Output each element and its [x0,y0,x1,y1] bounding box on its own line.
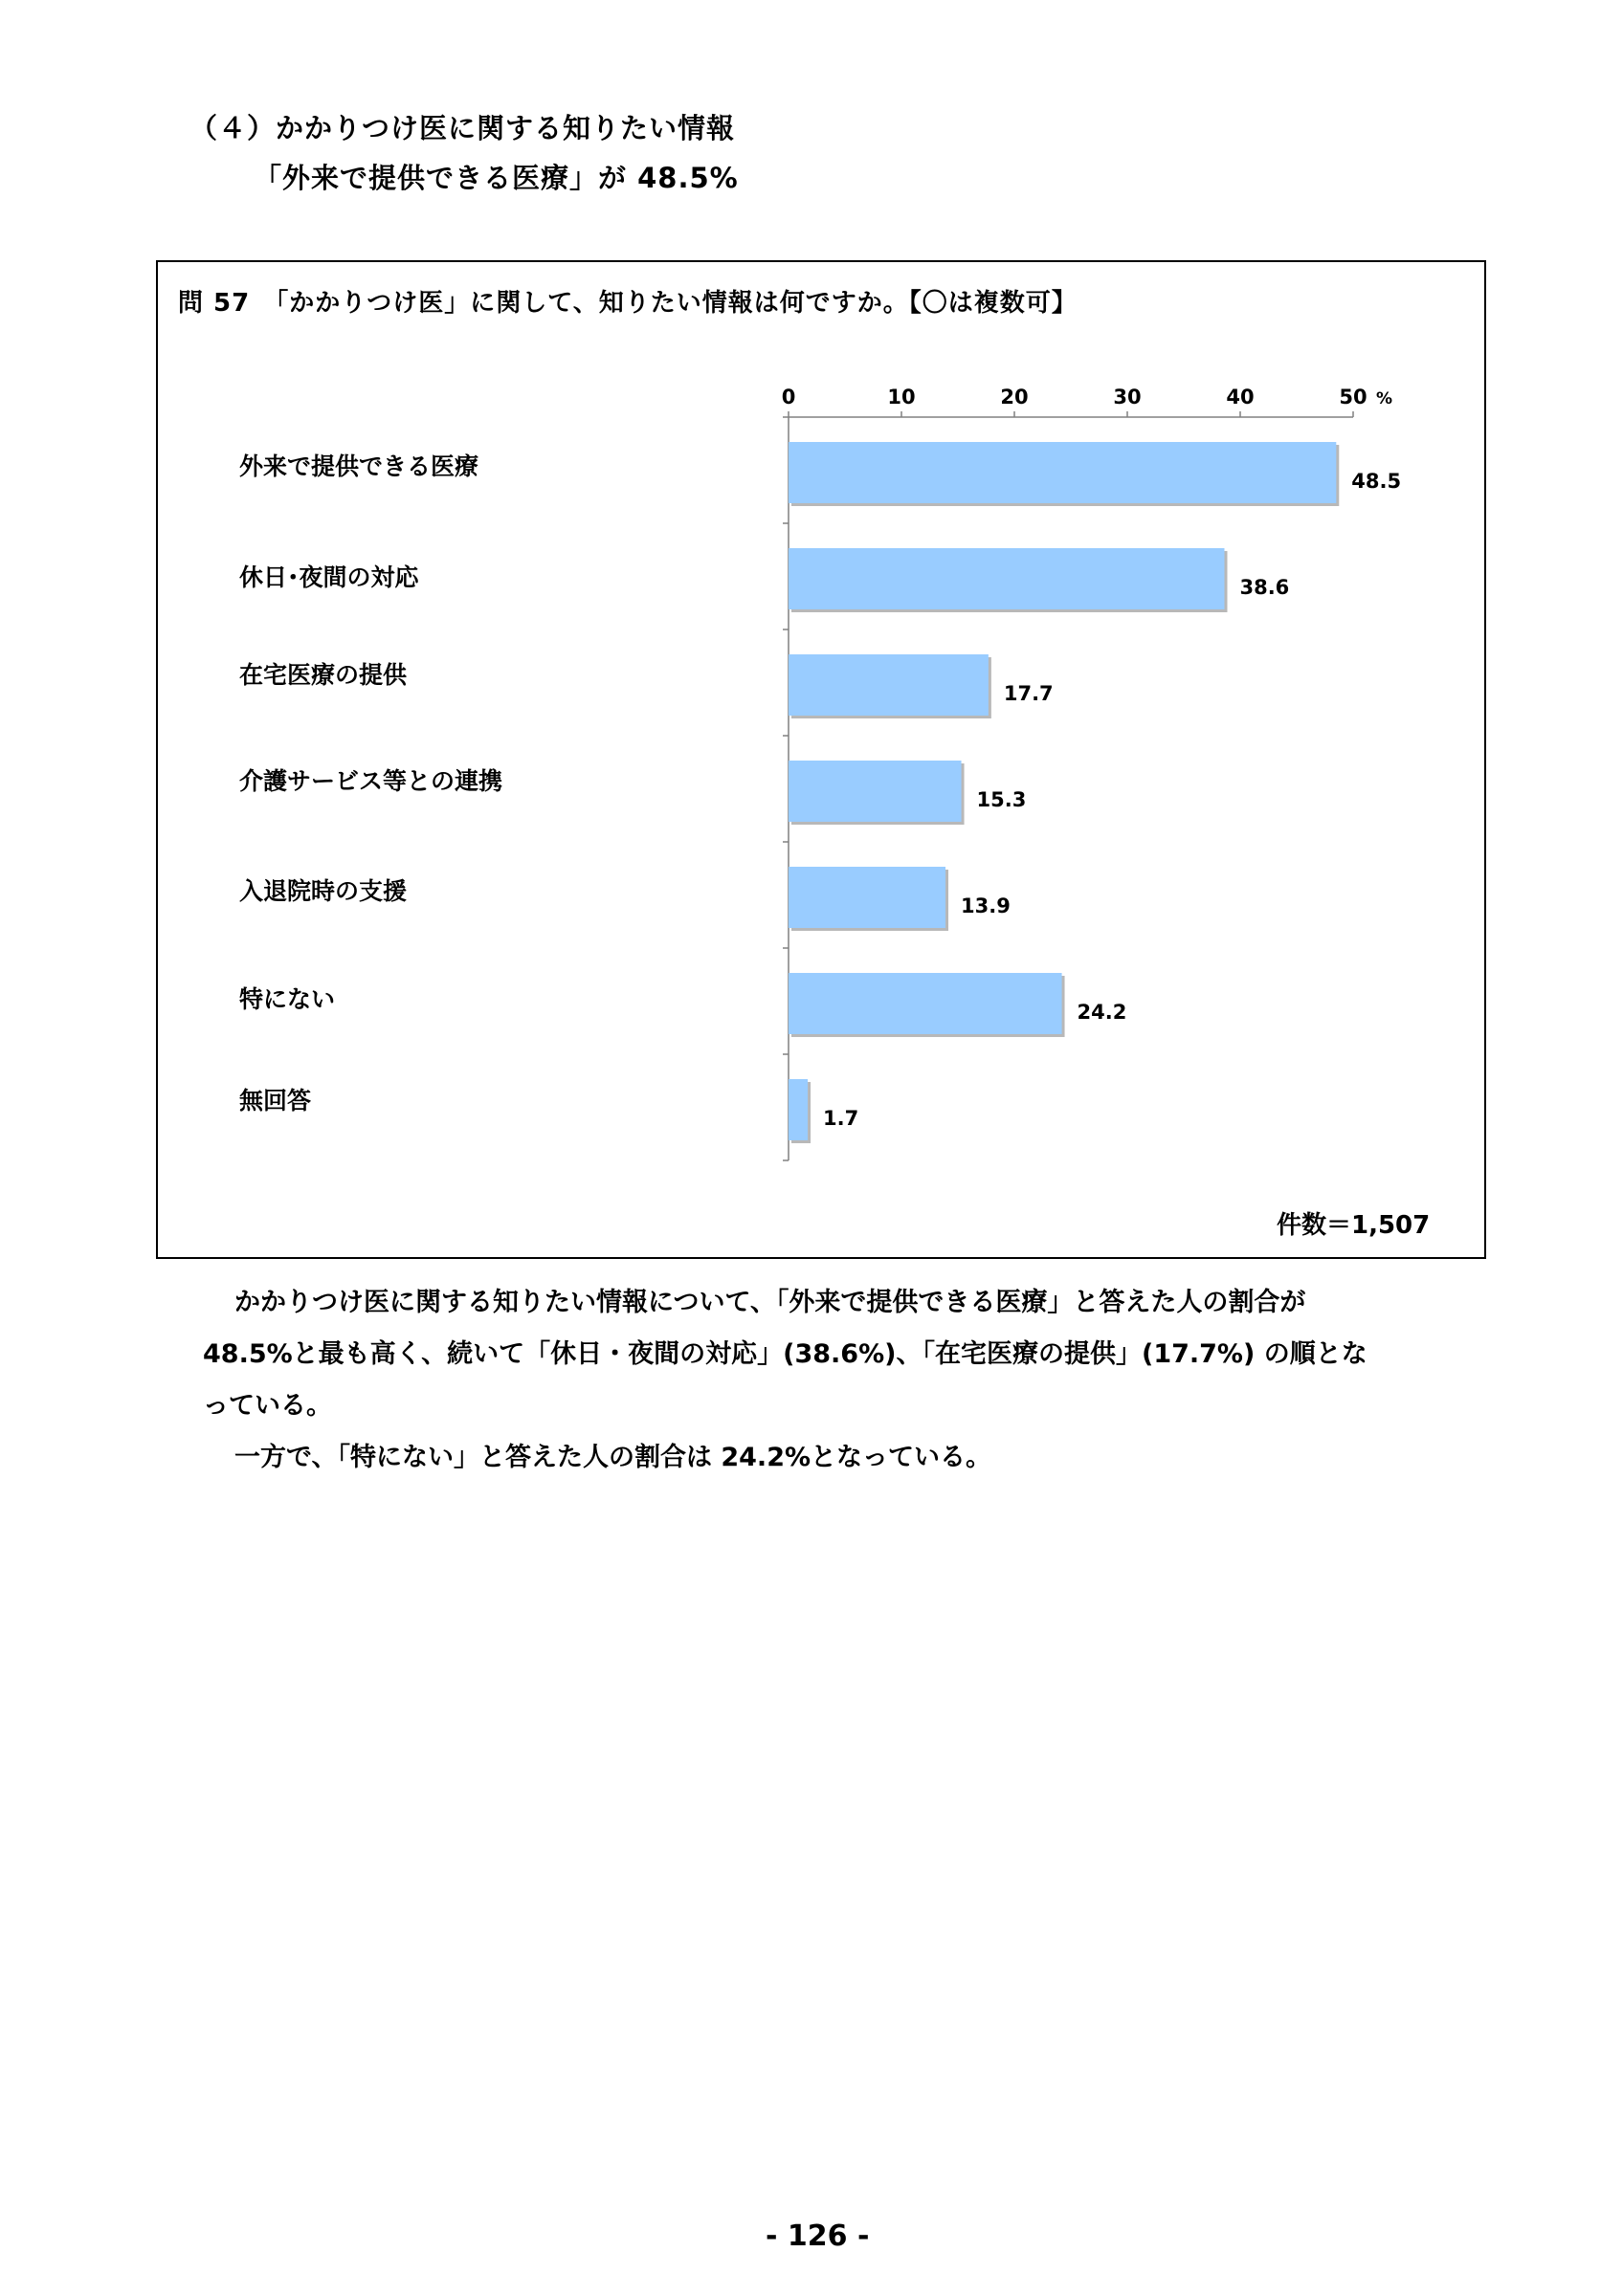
page-number: - 126 - [766,2219,870,2253]
bar [789,548,1224,609]
question-title: 問 57 「かかりつけ医」に関して、知りたい情報は何ですか。【〇は複数可】 [178,289,1078,318]
category-label: 外来で提供できる医療 [239,453,479,480]
bar-value-label: 15.3 [976,788,1027,811]
x-tick-label: 0 [781,386,796,408]
bar-value-label: 24.2 [1077,1001,1127,1024]
x-axis-unit: % [1376,389,1393,408]
category-label: 在宅医療の提供 [239,661,408,689]
sample-size: 件数＝1,507 [1277,1211,1431,1240]
x-tick-label: 20 [1000,386,1029,408]
bar-value-label: 48.5 [1351,470,1402,493]
bar [789,442,1336,503]
x-tick-label: 50 [1339,386,1367,408]
bar [789,761,962,822]
section-heading: （４）かかりつけ医に関する知りたい情報 [189,112,736,144]
category-label: 介護サービス等との連携 [239,767,503,795]
bar-value-label: 17.7 [1003,682,1054,705]
paragraph-line: 一方で、「特にない」と答えた人の割合は 24.2%となっている。 [234,1443,992,1472]
bar-value-label: 1.7 [823,1107,859,1130]
category-label: 無回答 [239,1087,312,1115]
bar [789,867,945,928]
category-label: 休日･夜間の対応 [239,563,419,591]
paragraph-line: かかりつけ医に関する知りたい情報について、「外来で提供できる医療」と答えた人の割合が [234,1288,1306,1317]
x-tick-label: 10 [887,386,916,408]
category-label: 入退院時の支援 [239,877,408,905]
x-tick-label: 40 [1226,386,1255,408]
bar [789,973,1062,1034]
paragraph-line: っている。 [203,1391,332,1421]
x-tick-label: 30 [1113,386,1142,408]
bar [789,654,989,716]
section-subheading: 「外来で提供できる医療」が 48.5% [254,162,739,194]
bar-value-label: 38.6 [1239,576,1290,599]
category-label: 特にない [239,985,336,1013]
paragraph-line: 48.5%と最も高く、続いて「休日・夜間の対応」(38.6%)、「在宅医療の提供」(17.7%) の順とな [203,1339,1367,1369]
bar-value-label: 13.9 [961,894,1011,917]
bar [789,1079,808,1140]
